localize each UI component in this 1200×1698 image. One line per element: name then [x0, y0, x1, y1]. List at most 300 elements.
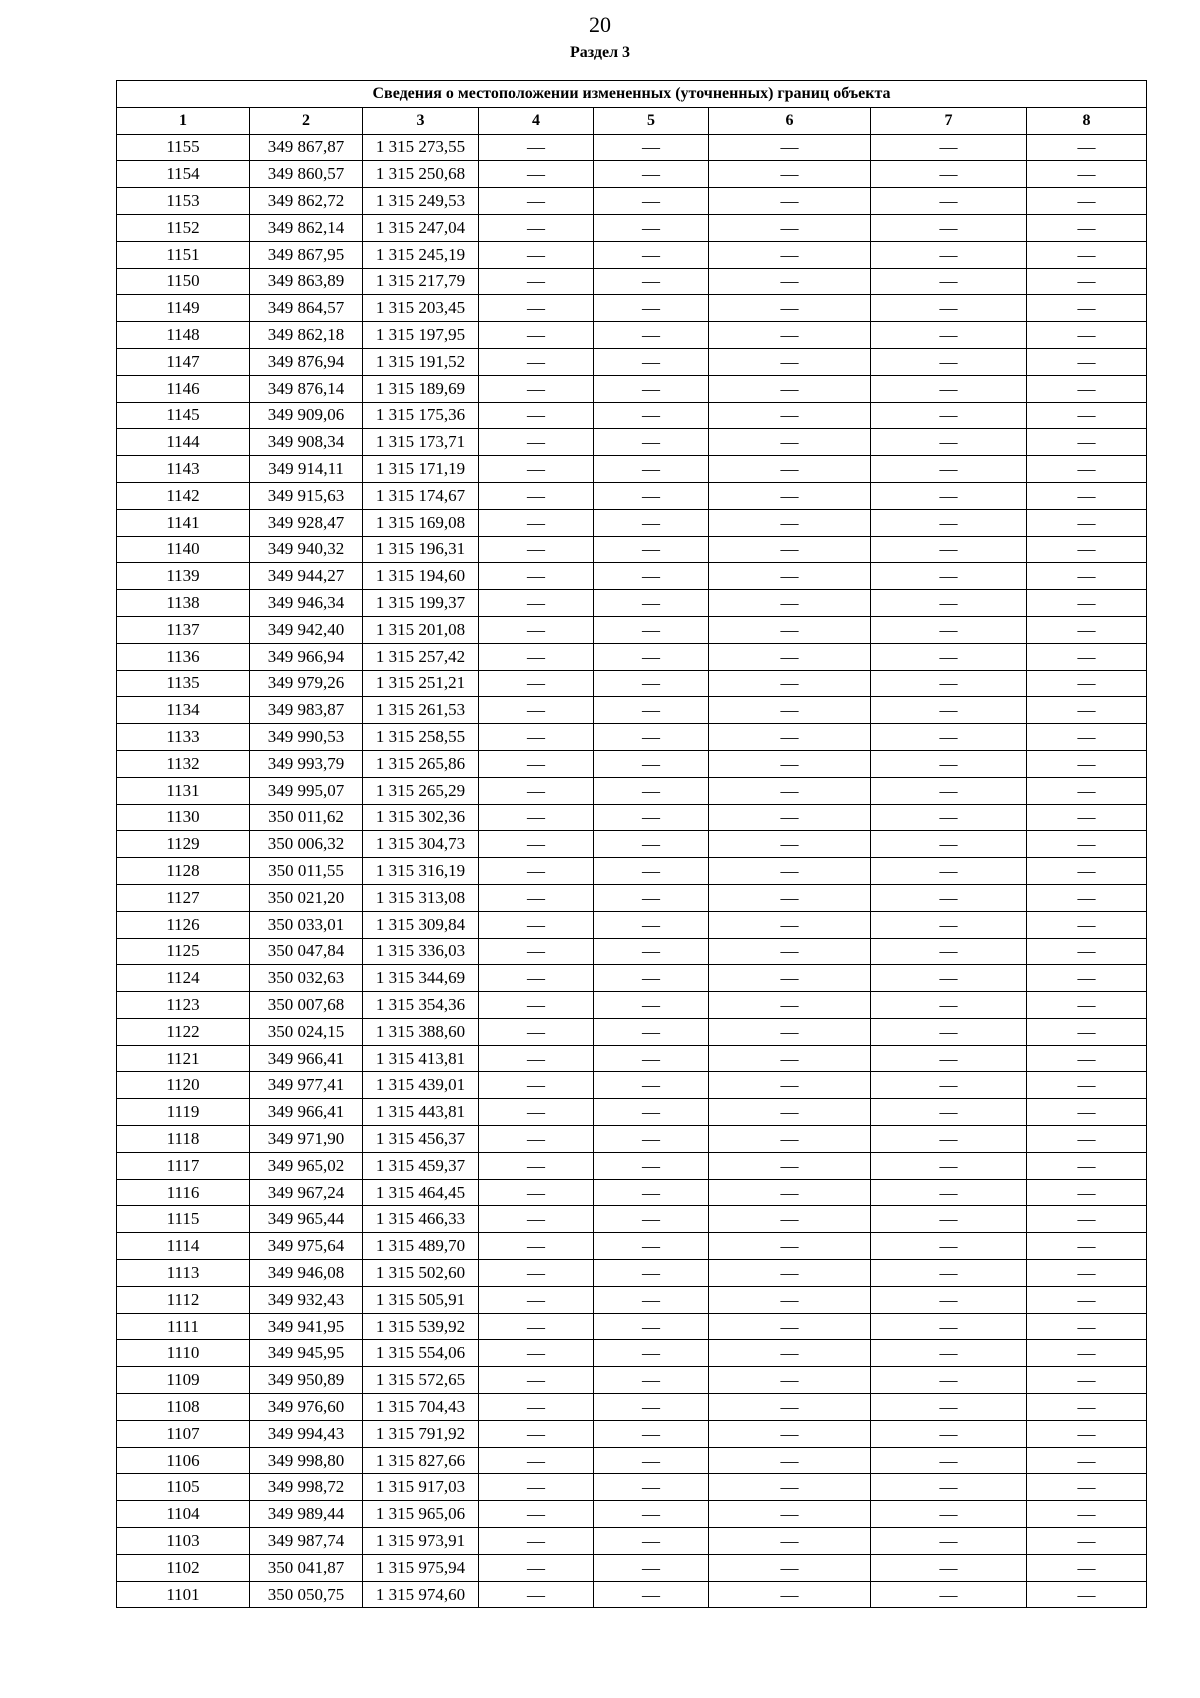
- empty-cell: —: [1027, 348, 1147, 375]
- empty-cell: —: [871, 1420, 1027, 1447]
- section-title: Раздел 3: [569, 44, 631, 61]
- point-number: 1110: [117, 1340, 250, 1367]
- empty-cell: —: [1027, 858, 1147, 885]
- x-coordinate: 349 993,79: [250, 750, 363, 777]
- x-coordinate: 350 047,84: [250, 938, 363, 965]
- empty-cell: —: [709, 563, 871, 590]
- empty-cell: —: [1027, 456, 1147, 483]
- empty-cell: —: [871, 1581, 1027, 1608]
- empty-cell: —: [1027, 670, 1147, 697]
- empty-cell: —: [871, 724, 1027, 751]
- table-row: [117, 697, 1147, 724]
- empty-cell: —: [871, 482, 1027, 509]
- x-coordinate: 350 006,32: [250, 831, 363, 858]
- empty-cell: —: [479, 1260, 594, 1287]
- point-number: 1137: [117, 616, 250, 643]
- empty-cell: —: [479, 322, 594, 349]
- empty-cell: —: [1027, 563, 1147, 590]
- point-number: 1127: [117, 884, 250, 911]
- empty-cell: —: [594, 268, 709, 295]
- empty-cell: —: [594, 1286, 709, 1313]
- empty-cell: —: [594, 590, 709, 617]
- empty-cell: —: [594, 750, 709, 777]
- empty-cell: —: [479, 1340, 594, 1367]
- empty-cell: —: [1027, 402, 1147, 429]
- y-coordinate: 1 315 459,37: [363, 1152, 479, 1179]
- x-coordinate: 349 946,08: [250, 1260, 363, 1287]
- y-coordinate: 1 315 344,69: [363, 965, 479, 992]
- x-coordinate: 349 908,34: [250, 429, 363, 456]
- empty-cell: —: [871, 1018, 1027, 1045]
- empty-cell: —: [1027, 1206, 1147, 1233]
- point-number: 1125: [117, 938, 250, 965]
- empty-cell: —: [1027, 161, 1147, 188]
- empty-cell: —: [709, 1152, 871, 1179]
- x-coordinate: 349 942,40: [250, 616, 363, 643]
- empty-cell: —: [594, 322, 709, 349]
- empty-cell: —: [594, 1152, 709, 1179]
- table-row: [117, 1420, 1147, 1447]
- x-coordinate: 350 041,87: [250, 1554, 363, 1581]
- table-row: [117, 1206, 1147, 1233]
- x-coordinate: 349 932,43: [250, 1286, 363, 1313]
- x-coordinate: 349 977,41: [250, 1072, 363, 1099]
- x-coordinate: 349 867,95: [250, 241, 363, 268]
- table-row: [117, 1313, 1147, 1340]
- empty-cell: —: [871, 188, 1027, 215]
- column-number-row: [117, 107, 1147, 134]
- empty-cell: —: [709, 858, 871, 885]
- x-coordinate: 349 965,02: [250, 1152, 363, 1179]
- empty-cell: —: [479, 268, 594, 295]
- empty-cell: —: [594, 858, 709, 885]
- point-number: 1144: [117, 429, 250, 456]
- empty-cell: —: [871, 241, 1027, 268]
- empty-cell: —: [1027, 295, 1147, 322]
- x-coordinate: 349 864,57: [250, 295, 363, 322]
- empty-cell: —: [709, 1581, 871, 1608]
- point-number: 1131: [117, 777, 250, 804]
- y-coordinate: 1 315 456,37: [363, 1126, 479, 1153]
- x-coordinate: 349 941,95: [250, 1313, 363, 1340]
- y-coordinate: 1 315 304,73: [363, 831, 479, 858]
- empty-cell: —: [871, 509, 1027, 536]
- y-coordinate: 1 315 217,79: [363, 268, 479, 295]
- empty-cell: —: [479, 456, 594, 483]
- empty-cell: —: [871, 429, 1027, 456]
- point-number: 1151: [117, 241, 250, 268]
- table-row: [117, 1126, 1147, 1153]
- empty-cell: —: [594, 456, 709, 483]
- empty-cell: —: [709, 965, 871, 992]
- empty-cell: —: [594, 616, 709, 643]
- point-number: 1108: [117, 1394, 250, 1421]
- empty-cell: —: [479, 831, 594, 858]
- empty-cell: —: [1027, 268, 1147, 295]
- y-coordinate: 1 315 464,45: [363, 1179, 479, 1206]
- point-number: 1148: [117, 322, 250, 349]
- y-coordinate: 1 315 265,29: [363, 777, 479, 804]
- empty-cell: —: [871, 858, 1027, 885]
- table-row: [117, 831, 1147, 858]
- empty-cell: —: [479, 375, 594, 402]
- table-row: [117, 1367, 1147, 1394]
- x-coordinate: 349 966,41: [250, 1045, 363, 1072]
- empty-cell: —: [871, 214, 1027, 241]
- point-number: 1106: [117, 1447, 250, 1474]
- table-caption: Сведения о местоположении измененных (уточненных) границ объекта: [117, 81, 1147, 108]
- empty-cell: —: [479, 1501, 594, 1528]
- empty-cell: —: [871, 616, 1027, 643]
- y-coordinate: 1 315 265,86: [363, 750, 479, 777]
- y-coordinate: 1 315 203,45: [363, 295, 479, 322]
- empty-cell: —: [1027, 1367, 1147, 1394]
- empty-cell: —: [709, 322, 871, 349]
- table-row: [117, 992, 1147, 1019]
- point-number: 1112: [117, 1286, 250, 1313]
- empty-cell: —: [594, 643, 709, 670]
- y-coordinate: 1 315 247,04: [363, 214, 479, 241]
- point-number: 1138: [117, 590, 250, 617]
- empty-cell: —: [871, 1340, 1027, 1367]
- point-number: 1136: [117, 643, 250, 670]
- point-number: 1102: [117, 1554, 250, 1581]
- point-number: 1139: [117, 563, 250, 590]
- empty-cell: —: [594, 161, 709, 188]
- x-coordinate: 350 024,15: [250, 1018, 363, 1045]
- empty-cell: —: [871, 295, 1027, 322]
- x-coordinate: 349 965,44: [250, 1206, 363, 1233]
- empty-cell: —: [1027, 1099, 1147, 1126]
- table-row: [117, 1447, 1147, 1474]
- empty-cell: —: [1027, 1528, 1147, 1555]
- y-coordinate: 1 315 201,08: [363, 616, 479, 643]
- empty-cell: —: [871, 563, 1027, 590]
- empty-cell: —: [871, 1179, 1027, 1206]
- empty-cell: —: [709, 1367, 871, 1394]
- empty-cell: —: [871, 268, 1027, 295]
- table-row: [117, 750, 1147, 777]
- y-coordinate: 1 315 413,81: [363, 1045, 479, 1072]
- empty-cell: —: [1027, 1447, 1147, 1474]
- empty-cell: —: [1027, 1554, 1147, 1581]
- empty-cell: —: [709, 1045, 871, 1072]
- empty-cell: —: [871, 804, 1027, 831]
- empty-cell: —: [871, 402, 1027, 429]
- empty-cell: —: [479, 858, 594, 885]
- y-coordinate: 1 315 443,81: [363, 1099, 479, 1126]
- point-number: 1129: [117, 831, 250, 858]
- empty-cell: —: [709, 1394, 871, 1421]
- y-coordinate: 1 315 175,36: [363, 402, 479, 429]
- y-coordinate: 1 315 249,53: [363, 188, 479, 215]
- empty-cell: —: [1027, 1152, 1147, 1179]
- y-coordinate: 1 315 251,21: [363, 670, 479, 697]
- empty-cell: —: [1027, 616, 1147, 643]
- y-coordinate: 1 315 336,03: [363, 938, 479, 965]
- empty-cell: —: [1027, 992, 1147, 1019]
- empty-cell: —: [479, 1394, 594, 1421]
- empty-cell: —: [709, 348, 871, 375]
- empty-cell: —: [479, 616, 594, 643]
- empty-cell: —: [871, 1233, 1027, 1260]
- empty-cell: —: [1027, 429, 1147, 456]
- x-coordinate: 350 007,68: [250, 992, 363, 1019]
- empty-cell: —: [594, 884, 709, 911]
- table-row: [117, 938, 1147, 965]
- empty-cell: —: [479, 509, 594, 536]
- empty-cell: —: [709, 1528, 871, 1555]
- point-number: 1118: [117, 1126, 250, 1153]
- empty-cell: —: [594, 482, 709, 509]
- empty-cell: —: [594, 965, 709, 992]
- y-coordinate: 1 315 704,43: [363, 1394, 479, 1421]
- empty-cell: —: [1027, 322, 1147, 349]
- x-coordinate: 349 989,44: [250, 1501, 363, 1528]
- point-number: 1126: [117, 911, 250, 938]
- empty-cell: —: [479, 777, 594, 804]
- empty-cell: —: [1027, 1313, 1147, 1340]
- empty-cell: —: [479, 402, 594, 429]
- empty-cell: —: [1027, 1126, 1147, 1153]
- boundary-coordinates-table: [116, 80, 1147, 1608]
- empty-cell: —: [479, 1581, 594, 1608]
- empty-cell: —: [479, 1286, 594, 1313]
- x-coordinate: 350 032,63: [250, 965, 363, 992]
- x-coordinate: 350 011,55: [250, 858, 363, 885]
- y-coordinate: 1 315 791,92: [363, 1420, 479, 1447]
- x-coordinate: 349 976,60: [250, 1394, 363, 1421]
- y-coordinate: 1 315 189,69: [363, 375, 479, 402]
- table-row: [117, 402, 1147, 429]
- empty-cell: —: [871, 1072, 1027, 1099]
- x-coordinate: 349 998,80: [250, 1447, 363, 1474]
- column-header: 6: [709, 107, 871, 134]
- table-row: [117, 134, 1147, 161]
- point-number: 1101: [117, 1581, 250, 1608]
- empty-cell: —: [479, 1233, 594, 1260]
- table-row: [117, 1340, 1147, 1367]
- empty-cell: —: [1027, 750, 1147, 777]
- empty-cell: —: [479, 161, 594, 188]
- point-number: 1121: [117, 1045, 250, 1072]
- x-coordinate: 349 998,72: [250, 1474, 363, 1501]
- x-coordinate: 349 915,63: [250, 482, 363, 509]
- table-row: [117, 1099, 1147, 1126]
- y-coordinate: 1 315 466,33: [363, 1206, 479, 1233]
- empty-cell: —: [594, 1206, 709, 1233]
- empty-cell: —: [1027, 375, 1147, 402]
- x-coordinate: 349 987,74: [250, 1528, 363, 1555]
- empty-cell: —: [1027, 1340, 1147, 1367]
- y-coordinate: 1 315 309,84: [363, 911, 479, 938]
- y-coordinate: 1 315 489,70: [363, 1233, 479, 1260]
- empty-cell: —: [594, 509, 709, 536]
- empty-cell: —: [594, 134, 709, 161]
- y-coordinate: 1 315 917,03: [363, 1474, 479, 1501]
- point-number: 1143: [117, 456, 250, 483]
- empty-cell: —: [1027, 1260, 1147, 1287]
- table-row: [117, 1581, 1147, 1608]
- empty-cell: —: [594, 777, 709, 804]
- empty-cell: —: [709, 1447, 871, 1474]
- point-number: 1145: [117, 402, 250, 429]
- x-coordinate: 350 050,75: [250, 1581, 363, 1608]
- empty-cell: —: [709, 161, 871, 188]
- point-number: 1135: [117, 670, 250, 697]
- y-coordinate: 1 315 194,60: [363, 563, 479, 590]
- empty-cell: —: [709, 1072, 871, 1099]
- table-row: [117, 884, 1147, 911]
- y-coordinate: 1 315 273,55: [363, 134, 479, 161]
- empty-cell: —: [479, 188, 594, 215]
- point-number: 1146: [117, 375, 250, 402]
- empty-cell: —: [594, 563, 709, 590]
- point-number: 1109: [117, 1367, 250, 1394]
- empty-cell: —: [479, 697, 594, 724]
- empty-cell: —: [709, 482, 871, 509]
- empty-cell: —: [1027, 509, 1147, 536]
- y-coordinate: 1 315 302,36: [363, 804, 479, 831]
- empty-cell: —: [709, 938, 871, 965]
- empty-cell: —: [479, 1554, 594, 1581]
- empty-cell: —: [594, 1126, 709, 1153]
- empty-cell: —: [709, 616, 871, 643]
- table-row: [117, 214, 1147, 241]
- empty-cell: —: [871, 1260, 1027, 1287]
- empty-cell: —: [479, 241, 594, 268]
- y-coordinate: 1 315 572,65: [363, 1367, 479, 1394]
- empty-cell: —: [871, 348, 1027, 375]
- y-coordinate: 1 315 174,67: [363, 482, 479, 509]
- empty-cell: —: [479, 1099, 594, 1126]
- table-row: [117, 777, 1147, 804]
- point-number: 1123: [117, 992, 250, 1019]
- empty-cell: —: [1027, 884, 1147, 911]
- empty-cell: —: [1027, 1420, 1147, 1447]
- x-coordinate: 349 979,26: [250, 670, 363, 697]
- y-coordinate: 1 315 827,66: [363, 1447, 479, 1474]
- x-coordinate: 349 928,47: [250, 509, 363, 536]
- empty-cell: —: [871, 1152, 1027, 1179]
- empty-cell: —: [709, 1313, 871, 1340]
- point-number: 1115: [117, 1206, 250, 1233]
- empty-cell: —: [709, 643, 871, 670]
- x-coordinate: 349 876,14: [250, 375, 363, 402]
- y-coordinate: 1 315 439,01: [363, 1072, 479, 1099]
- x-coordinate: 349 994,43: [250, 1420, 363, 1447]
- empty-cell: —: [479, 670, 594, 697]
- empty-cell: —: [479, 1126, 594, 1153]
- empty-cell: —: [709, 1126, 871, 1153]
- y-coordinate: 1 315 197,95: [363, 322, 479, 349]
- empty-cell: —: [479, 804, 594, 831]
- x-coordinate: 349 876,94: [250, 348, 363, 375]
- empty-cell: —: [709, 1340, 871, 1367]
- empty-cell: —: [709, 1233, 871, 1260]
- table-row: [117, 1152, 1147, 1179]
- point-number: 1152: [117, 214, 250, 241]
- empty-cell: —: [871, 777, 1027, 804]
- table-row: [117, 616, 1147, 643]
- table-body: [117, 134, 1147, 1608]
- table-row: [117, 724, 1147, 751]
- empty-cell: —: [871, 1447, 1027, 1474]
- table-row: [117, 670, 1147, 697]
- empty-cell: —: [594, 214, 709, 241]
- empty-cell: —: [479, 348, 594, 375]
- empty-cell: —: [594, 1233, 709, 1260]
- x-coordinate: 350 021,20: [250, 884, 363, 911]
- empty-cell: —: [1027, 1286, 1147, 1313]
- empty-cell: —: [479, 1018, 594, 1045]
- empty-cell: —: [1027, 724, 1147, 751]
- empty-cell: —: [1027, 1501, 1147, 1528]
- empty-cell: —: [594, 724, 709, 751]
- y-coordinate: 1 315 554,06: [363, 1340, 479, 1367]
- empty-cell: —: [709, 1420, 871, 1447]
- empty-cell: —: [594, 1554, 709, 1581]
- empty-cell: —: [871, 375, 1027, 402]
- empty-cell: —: [1027, 134, 1147, 161]
- point-number: 1103: [117, 1528, 250, 1555]
- x-coordinate: 350 033,01: [250, 911, 363, 938]
- empty-cell: —: [479, 1313, 594, 1340]
- table-row: [117, 268, 1147, 295]
- column-header: 4: [479, 107, 594, 134]
- table-row: [117, 375, 1147, 402]
- empty-cell: —: [709, 509, 871, 536]
- empty-cell: —: [594, 1528, 709, 1555]
- x-coordinate: 349 995,07: [250, 777, 363, 804]
- table-row: [117, 1179, 1147, 1206]
- empty-cell: —: [1027, 1474, 1147, 1501]
- table-row: [117, 1528, 1147, 1555]
- empty-cell: —: [709, 777, 871, 804]
- empty-cell: —: [871, 750, 1027, 777]
- point-number: 1116: [117, 1179, 250, 1206]
- empty-cell: —: [871, 456, 1027, 483]
- x-coordinate: 349 860,57: [250, 161, 363, 188]
- point-number: 1150: [117, 268, 250, 295]
- column-header: 3: [363, 107, 479, 134]
- empty-cell: —: [709, 831, 871, 858]
- column-header: 1: [117, 107, 250, 134]
- empty-cell: —: [479, 992, 594, 1019]
- empty-cell: —: [1027, 1179, 1147, 1206]
- empty-cell: —: [594, 1260, 709, 1287]
- x-coordinate: 349 967,24: [250, 1179, 363, 1206]
- empty-cell: —: [1027, 965, 1147, 992]
- empty-cell: —: [1027, 938, 1147, 965]
- table-row: [117, 1554, 1147, 1581]
- empty-cell: —: [871, 1126, 1027, 1153]
- empty-cell: —: [709, 724, 871, 751]
- x-coordinate: 349 990,53: [250, 724, 363, 751]
- table-row: [117, 1501, 1147, 1528]
- empty-cell: —: [594, 1581, 709, 1608]
- empty-cell: —: [1027, 1072, 1147, 1099]
- empty-cell: —: [709, 1474, 871, 1501]
- empty-cell: —: [709, 884, 871, 911]
- table-row: [117, 161, 1147, 188]
- empty-cell: —: [479, 295, 594, 322]
- empty-cell: —: [709, 804, 871, 831]
- empty-cell: —: [871, 911, 1027, 938]
- empty-cell: —: [479, 134, 594, 161]
- table-row: [117, 295, 1147, 322]
- x-coordinate: 349 946,34: [250, 590, 363, 617]
